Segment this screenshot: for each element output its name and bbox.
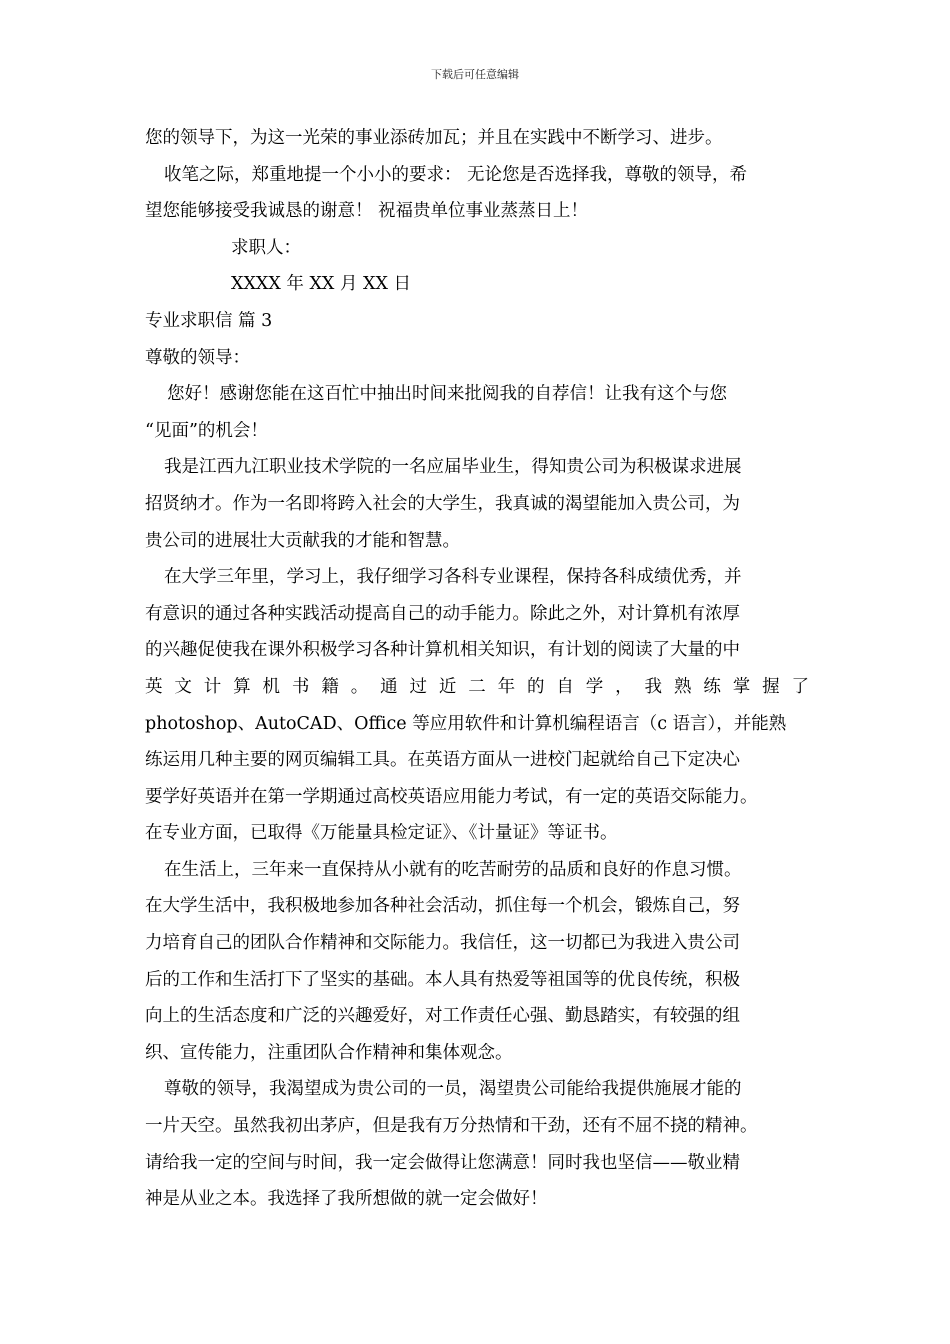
text-line: 尊敬的领导，我渴望成为贵公司的一员，渴望贵公司能给我提供施展才能的: [164, 1079, 742, 1100]
salutation: 尊敬的领导：: [145, 347, 250, 368]
signature-label: 求职人：: [231, 237, 301, 258]
text-line: photoshop、AutoCAD、Office 等应用软件和计算机编程语言（c 语言），并能熟: [145, 713, 787, 734]
section-title: 专业求职信 篇 3: [145, 310, 273, 331]
text-line: 有意识的通过各种实践活动提高自己的动手能力。除此之外，对计算机有浓厚: [145, 603, 740, 624]
text-line: 您的领导下，为这一光荣的事业添砖加瓦；并且在实践中不断学习、进步。: [145, 128, 723, 148]
text-line: 练运用几种主要的网页编辑工具。在英语方面从一进校门起就给自己下定决心: [145, 750, 740, 771]
text-line: 收笔之际，郑重地提一个小小的要求： 无论您是否选择我，尊敬的领导，希: [164, 164, 748, 185]
text-line: 的兴趣促使我在课外积极学习各种计算机相关知识，有计划的阅读了大量的中: [145, 640, 740, 661]
text-line: 向上的生活态度和广泛的兴趣爱好，对工作责任心强、勤恳踏实，有较强的组: [145, 1006, 740, 1027]
text-line: 神是从业之本。我选择了我所想做的就一定会做好！: [145, 1189, 548, 1210]
text-line: 在生活上，三年来一直保持从小就有的吃苦耐劳的品质和良好的作息习惯。: [164, 859, 742, 880]
text-line: 贵公司的进展壮大贡献我的才能和智慧。: [145, 530, 460, 551]
text-line: 请给我一定的空间与时间，我一定会做得让您满意！同时我也坚信——敬业精: [145, 1152, 740, 1173]
page-header: 下载后可任意编辑: [431, 68, 519, 81]
signature-date: XXXX 年 XX 月 XX 日: [231, 274, 411, 295]
letter-body: [145, 120, 809, 1218]
text-line: 望您能够接受我诚恳的谢意！ 祝福贵单位事业蒸蒸日上！: [145, 201, 589, 222]
text-line: 织、宣传能力，注重团队合作精神和集体观念。: [145, 1042, 513, 1063]
text-line: 英 文 计 算 机 书 籍 。 通 过 近 二 年 的 自 学 ， 我 熟 练 掌 握 了: [145, 676, 809, 697]
text-line: 要学好英语并在第一学期通过高校英语应用能力考试，有一定的英语交际能力。: [145, 786, 758, 807]
text-line: 我是江西九江职业技术学院的一名应届毕业生，得知贵公司为积极谋求进展: [164, 457, 742, 478]
text-line: 在大学三年里，学习上，我仔细学习各科专业课程，保持各科成绩优秀，并: [164, 567, 742, 588]
text-line: 在专业方面，已取得《万能量具检定证》、《计量证》等证书。: [145, 823, 618, 844]
text-line: “见面”的机会！: [145, 420, 268, 441]
text-line: 力培育自己的团队合作精神和交际能力。我信任，这一切都已为我进入贵公司: [145, 933, 740, 954]
text-line: 在大学生活中，我积极地参加各种社会活动，抓住每一个机会，锻炼自己，努: [145, 896, 740, 917]
text-line: 后的工作和生活打下了坚实的基础。本人具有热爱等祖国等的优良传统，积极: [145, 969, 740, 990]
text-line: 一片天空。虽然我初出茅庐，但是我有万分热情和干劲，还有不屈不挠的精神。: [145, 1116, 758, 1137]
text-line: 您好！感谢您能在这百忙中抽出时间来批阅我的自荐信！让我有这个与您: [167, 384, 727, 405]
text-line: 招贤纳才。作为一名即将跨入社会的大学生，我真诚的渴望能加入贵公司，为: [145, 493, 740, 514]
